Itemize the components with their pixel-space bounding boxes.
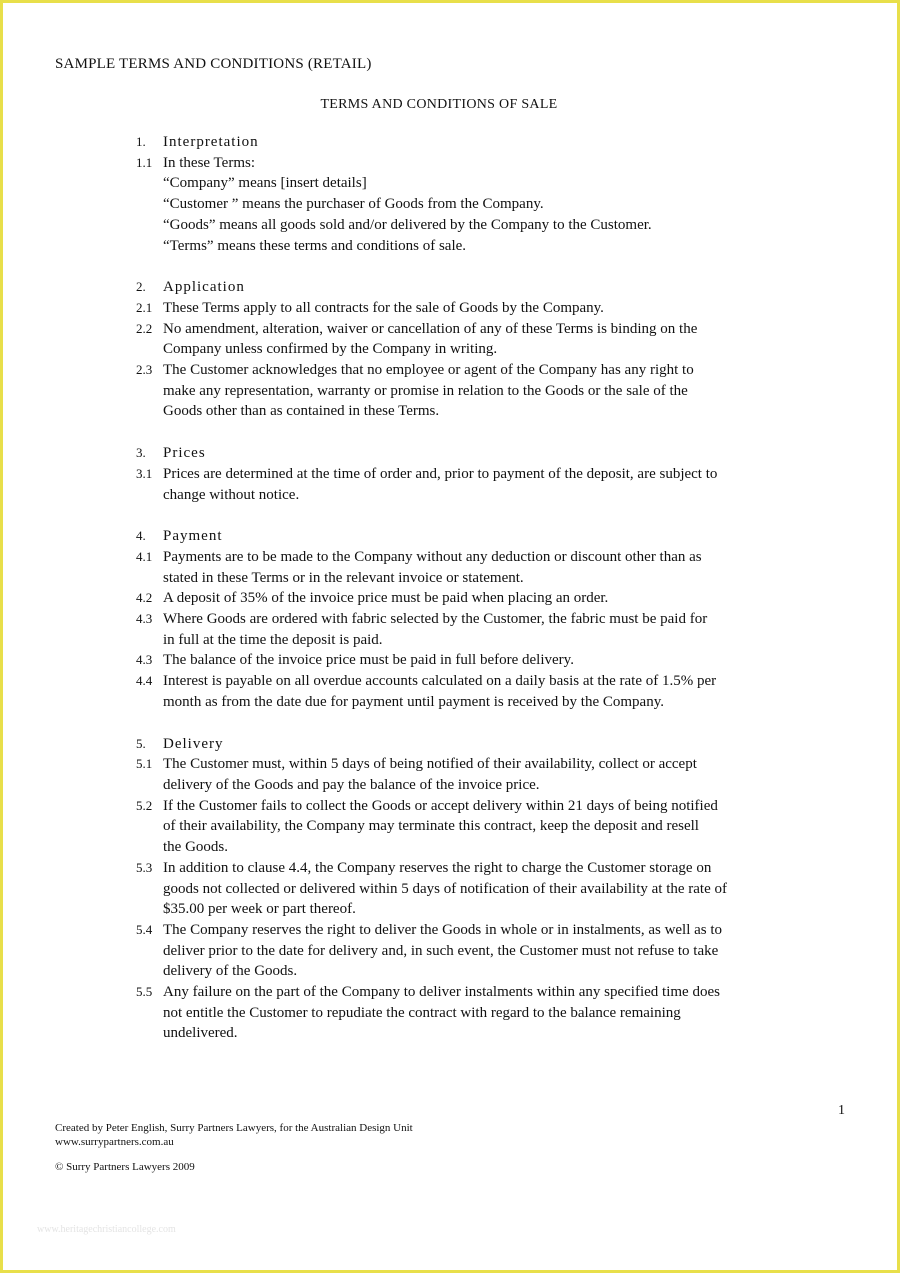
clause-line [136,775,776,796]
clause-text: delivery of the Goods. [163,963,298,980]
clause-number [136,381,163,402]
clause-text: deliver prior to the date for delivery and, in such event, the Customer must not refuse to take [163,942,719,959]
section-heading-text: Payment [163,528,223,545]
clause-number [136,630,163,651]
clause-text: “Company” means [insert details] [163,175,367,192]
footer-credit [55,1121,413,1149]
clause-number: 2.3 [136,362,153,378]
clause-line [136,671,776,692]
clause-text: “Terms” means these terms and conditions of sale. [163,237,467,254]
clause-text: Any failure on the part of the Company to deliver instalments within any specified time does [163,984,720,1001]
section-heading [136,734,776,755]
clause-line [136,360,776,381]
section-heading [136,277,776,298]
clause-number [136,692,163,713]
clause-text: Prices are determined at the time of order and, prior to payment of the deposit, are subject to [163,465,718,482]
clause-text: the Goods. [163,839,228,856]
clause-number: 4.1 [136,548,153,564]
clause-line [136,588,776,609]
clause-number: 4.3 [136,611,153,627]
section-heading-text: Interpretation [163,134,259,150]
clause-text: A deposit of 35% of the invoice price must be paid when placing an order. [163,590,609,607]
clause-text: In these Terms: [163,154,255,171]
clause-number [136,568,163,589]
clause-text: undelivered. [163,1025,238,1042]
clause-number [136,194,163,215]
clause-text: Payments are to be made to the Company without any deduction or discount other than as [163,548,702,565]
section-number: 3. [136,445,146,461]
clause-line [136,236,776,257]
clause-number: 5.2 [136,797,153,813]
clause-number [136,816,163,837]
clause-text: The Company reserves the right to deliver the Goods in whole or in instalments, as well as to [163,921,723,938]
clause-number: 5.1 [136,756,153,772]
clause-text: No amendment, alteration, waiver or cancellation of any of these Terms is binding on the [163,320,698,337]
page-number: 1 [838,1103,845,1118]
section-heading-text: Delivery [163,735,224,752]
clause-line [136,879,776,900]
clause-text: The Customer must, within 5 days of being notified of their availability, collect or accept [163,756,697,773]
clause-text: If the Customer fails to collect the Goods or accept delivery within 21 days of being notified [163,797,718,814]
clause-number: 5.4 [136,921,153,937]
clause-number: 4.4 [136,673,153,689]
clause-line [136,215,776,236]
clause-line [136,961,776,982]
document-body [136,132,776,1065]
clause-number: 1.1 [136,154,153,170]
clause-number: 3.1 [136,465,153,481]
clause-line [136,650,776,671]
clause-number [136,941,163,962]
clause-number [136,879,163,900]
clause-text: “Goods” means all goods sold and/or delivered by the Company to the Customer. [163,216,652,233]
footer-credit-author: Created by Peter English, Surry Partners Lawyers, for the Australian Design Unit [55,1122,413,1134]
clause-text: These Terms apply to all contracts for the sale of Goods by the Company. [163,299,604,316]
clause-line [136,630,776,651]
clause-text: Interest is payable on all overdue accounts calculated on a daily basis at the rate of 1.5% per [163,673,717,690]
clause-text: not entitle the Customer to repudiate the contract with regard to the balance remaining [163,1004,681,1021]
clause-text: month as from the date due for payment until payment is received by the Company. [163,693,664,710]
clause-number [136,1003,163,1024]
clause-line [136,568,776,589]
clause-line [136,982,776,1003]
clause-line [136,298,776,319]
clause-line [136,899,776,920]
clause-text: $35.00 per week or part thereof. [163,901,356,918]
clause-number [136,775,163,796]
clause-number: 5.3 [136,859,153,875]
clause-line [136,858,776,879]
section [136,443,776,505]
clause-text: Company unless confirmed by the Company in writing. [163,341,498,358]
clause-text: delivery of the Goods and pay the balance of the invoice price. [163,776,540,793]
clause-number: 5.5 [136,984,153,1000]
clause-line [136,319,776,340]
clause-number: 4.3 [136,652,153,668]
clause-line [136,609,776,630]
clause-text: Where Goods are ordered with fabric selected by the Customer, the fabric must be paid for [163,611,708,628]
clause-number [136,837,163,858]
section-number: 2. [136,279,146,295]
clause-text: make any representation, warranty or promise in relation to the Goods or the sale of the [163,382,688,399]
clause-text: stated in these Terms or in the relevant invoice or statement. [163,569,524,586]
clause-line [136,754,776,775]
section-number: 4. [136,528,146,544]
section-number: 1. [136,134,146,149]
clause-line [136,485,776,506]
clause-line [136,941,776,962]
clause-text: goods not collected or delivered within 5 days of notification of their availability at the rate of [163,880,727,897]
clause-number [136,173,163,194]
footer-copyright: © Surry Partners Lawyers 2009 [55,1161,195,1173]
clause-line [136,381,776,402]
clause-number [136,1023,163,1044]
section-heading [136,526,776,547]
clause-text: In addition to clause 4.4, the Company reserves the right to charge the Customer storage on [163,859,712,876]
clause-number [136,401,163,422]
clause-text: in full at the time the deposit is paid. [163,631,383,648]
clause-line [136,401,776,422]
section-heading [136,443,776,464]
clause-text: change without notice. [163,486,300,503]
clause-number: 2.2 [136,320,153,336]
clause-line [136,547,776,568]
clause-text: The Customer acknowledges that no employee or agent of the Company has any right to [163,362,694,379]
clause-line [136,153,776,174]
clause-number [136,485,163,506]
watermark: www.heritagechristiancollege.com [37,1224,176,1235]
clause-number [136,339,163,360]
section [136,132,776,256]
section [136,526,776,712]
clause-number: 4.2 [136,590,153,606]
clause-line [136,339,776,360]
clause-line [136,816,776,837]
clause-line [136,1003,776,1024]
clause-text: of their availability, the Company may terminate this contract, keep the deposit and resell [163,818,699,835]
clause-line [136,692,776,713]
clause-number [136,215,163,236]
clause-line [136,796,776,817]
section [136,277,776,422]
clause-line [136,837,776,858]
clause-text: Goods other than as contained in these Terms. [163,403,440,420]
section-number: 5. [136,735,146,751]
clause-number [136,961,163,982]
section-heading-text: Application [163,279,245,296]
clause-line [136,920,776,941]
section [136,734,776,1045]
clause-line [136,464,776,485]
section-heading [136,132,776,153]
section-heading-text: Prices [163,445,206,462]
clause-line [136,194,776,215]
footer-credit-website: www.surrypartners.com.au [55,1136,174,1148]
clause-line [136,1023,776,1044]
clause-text: The balance of the invoice price must be paid in full before delivery. [163,652,574,669]
clause-number [136,236,163,257]
clause-number [136,899,163,920]
clause-number: 2.1 [136,299,153,315]
document-title: TERMS AND CONDITIONS OF SALE [320,97,558,112]
clause-text: “Customer ” means the purchaser of Goods from the Company. [163,196,544,213]
document-header: SAMPLE TERMS AND CONDITIONS (RETAIL) [55,56,372,72]
clause-line [136,173,776,194]
